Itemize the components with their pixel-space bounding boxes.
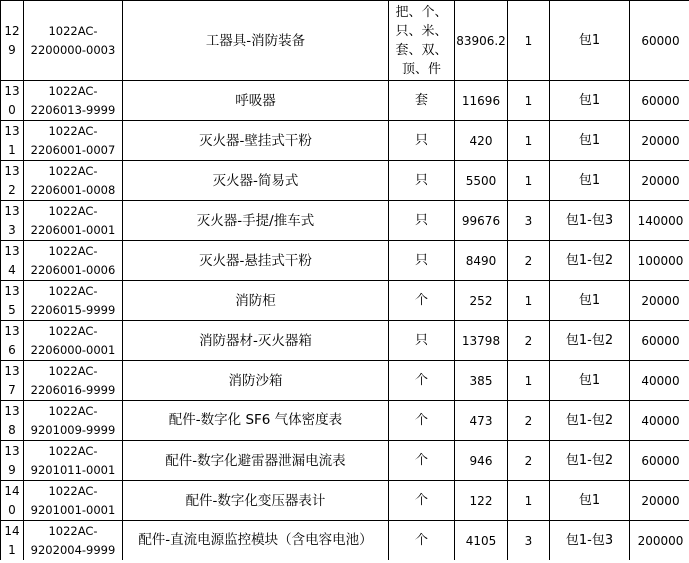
- quantity: 99676: [455, 201, 508, 241]
- table-body: [1, 1, 689, 561]
- material-code: 1022AC-2206016-9999: [24, 361, 123, 401]
- material-name: 配件-数字化变压器表计: [123, 481, 389, 521]
- package-count: 1: [508, 481, 550, 521]
- material-name: 消防器材-灭火器箱: [123, 321, 389, 361]
- row-number: 134: [1, 241, 24, 281]
- material-name: 灭火器-简易式: [123, 161, 389, 201]
- amount: 40000: [630, 361, 689, 401]
- quantity: 5500: [455, 161, 508, 201]
- material-code: 1022AC-9201009-9999: [24, 401, 123, 441]
- row-number: 130: [1, 81, 24, 121]
- row-number: 133: [1, 201, 24, 241]
- package-range: 包1: [550, 281, 630, 321]
- package-range: 包1: [550, 361, 630, 401]
- quantity: 11696: [455, 81, 508, 121]
- package-range: 包1: [550, 161, 630, 201]
- table-row: [1, 121, 689, 161]
- material-name: 灭火器-壁挂式干粉: [123, 121, 389, 161]
- package-range: 包1-包2: [550, 241, 630, 281]
- material-code: 1022AC-9201011-0001: [24, 441, 123, 481]
- unit-of-measure: 套: [389, 81, 455, 121]
- amount: 100000: [630, 241, 689, 281]
- row-number: 140: [1, 481, 24, 521]
- material-code: 1022AC-2206000-0001: [24, 321, 123, 361]
- row-number: 131: [1, 121, 24, 161]
- quantity: 4105: [455, 521, 508, 561]
- quantity: 8490: [455, 241, 508, 281]
- package-count: 1: [508, 81, 550, 121]
- table-row: [1, 521, 689, 561]
- package-range: 包1-包2: [550, 401, 630, 441]
- package-range: 包1-包3: [550, 201, 630, 241]
- quantity: 13798: [455, 321, 508, 361]
- package-range: 包1: [550, 1, 630, 81]
- amount: 20000: [630, 281, 689, 321]
- table-row: [1, 321, 689, 361]
- table-row: [1, 201, 689, 241]
- material-name: 工器具-消防装备: [123, 1, 389, 81]
- amount: 60000: [630, 81, 689, 121]
- package-range: 包1: [550, 81, 630, 121]
- quantity: 122: [455, 481, 508, 521]
- package-range: 包1-包2: [550, 441, 630, 481]
- amount: 60000: [630, 321, 689, 361]
- table-row: [1, 161, 689, 201]
- material-code: 1022AC-9201001-0001: [24, 481, 123, 521]
- quantity: 252: [455, 281, 508, 321]
- amount: 20000: [630, 481, 689, 521]
- material-code: 1022AC-2206001-0001: [24, 201, 123, 241]
- row-number: 139: [1, 441, 24, 481]
- unit-of-measure: 只: [389, 201, 455, 241]
- material-name: 灭火器-手提/推车式: [123, 201, 389, 241]
- material-code: 1022AC-9202004-9999: [24, 521, 123, 561]
- package-count: 1: [508, 361, 550, 401]
- material-name: 配件-数字化 SF6 气体密度表: [123, 401, 389, 441]
- row-number: 135: [1, 281, 24, 321]
- package-count: 3: [508, 521, 550, 561]
- unit-of-measure: 只: [389, 321, 455, 361]
- unit-of-measure: 个: [389, 481, 455, 521]
- quantity: 83906.2: [455, 1, 508, 81]
- material-name: 配件-直流电源监控模块（含电容电池）: [123, 521, 389, 561]
- unit-of-measure: 把、个、只、米、套、双、顶、件: [389, 1, 455, 81]
- amount: 40000: [630, 401, 689, 441]
- package-range: 包1: [550, 121, 630, 161]
- material-code: 1022AC-2206015-9999: [24, 281, 123, 321]
- amount: 20000: [630, 161, 689, 201]
- amount: 60000: [630, 1, 689, 81]
- material-name: 配件-数字化避雷器泄漏电流表: [123, 441, 389, 481]
- material-code: 1022AC-2206001-0006: [24, 241, 123, 281]
- quantity: 946: [455, 441, 508, 481]
- row-number: 136: [1, 321, 24, 361]
- row-number: 138: [1, 401, 24, 441]
- table-row: [1, 481, 689, 521]
- table-row: [1, 361, 689, 401]
- row-number: 132: [1, 161, 24, 201]
- quantity: 420: [455, 121, 508, 161]
- row-number: 137: [1, 361, 24, 401]
- row-number: 141: [1, 521, 24, 561]
- package-count: 2: [508, 441, 550, 481]
- material-name: 灭火器-悬挂式干粉: [123, 241, 389, 281]
- table-row: [1, 281, 689, 321]
- material-code: 1022AC-2200000-0003: [24, 1, 123, 81]
- package-count: 2: [508, 321, 550, 361]
- package-range: 包1: [550, 481, 630, 521]
- unit-of-measure: 个: [389, 441, 455, 481]
- unit-of-measure: 个: [389, 361, 455, 401]
- material-code: 1022AC-2206001-0007: [24, 121, 123, 161]
- amount: 20000: [630, 121, 689, 161]
- table-row: [1, 441, 689, 481]
- amount: 60000: [630, 441, 689, 481]
- table-row: [1, 241, 689, 281]
- amount: 140000: [630, 201, 689, 241]
- quantity: 473: [455, 401, 508, 441]
- quantity: 385: [455, 361, 508, 401]
- material-name: 呼吸器: [123, 81, 389, 121]
- unit-of-measure: 只: [389, 241, 455, 281]
- package-count: 1: [508, 121, 550, 161]
- package-count: 1: [508, 1, 550, 81]
- unit-of-measure: 个: [389, 401, 455, 441]
- package-count: 2: [508, 401, 550, 441]
- table-row: [1, 81, 689, 121]
- material-code: 1022AC-2206001-0008: [24, 161, 123, 201]
- package-count: 3: [508, 201, 550, 241]
- unit-of-measure: 只: [389, 161, 455, 201]
- table-row: [1, 401, 689, 441]
- package-count: 2: [508, 241, 550, 281]
- table-row: [1, 1, 689, 81]
- package-count: 1: [508, 161, 550, 201]
- material-code: 1022AC-2206013-9999: [24, 81, 123, 121]
- unit-of-measure: 只: [389, 121, 455, 161]
- package-count: 1: [508, 281, 550, 321]
- material-name: 消防柜: [123, 281, 389, 321]
- unit-of-measure: 个: [389, 281, 455, 321]
- amount: 200000: [630, 521, 689, 561]
- package-range: 包1-包3: [550, 521, 630, 561]
- row-number: 129: [1, 1, 24, 81]
- package-range: 包1-包2: [550, 321, 630, 361]
- unit-of-measure: 个: [389, 521, 455, 561]
- material-name: 消防沙箱: [123, 361, 389, 401]
